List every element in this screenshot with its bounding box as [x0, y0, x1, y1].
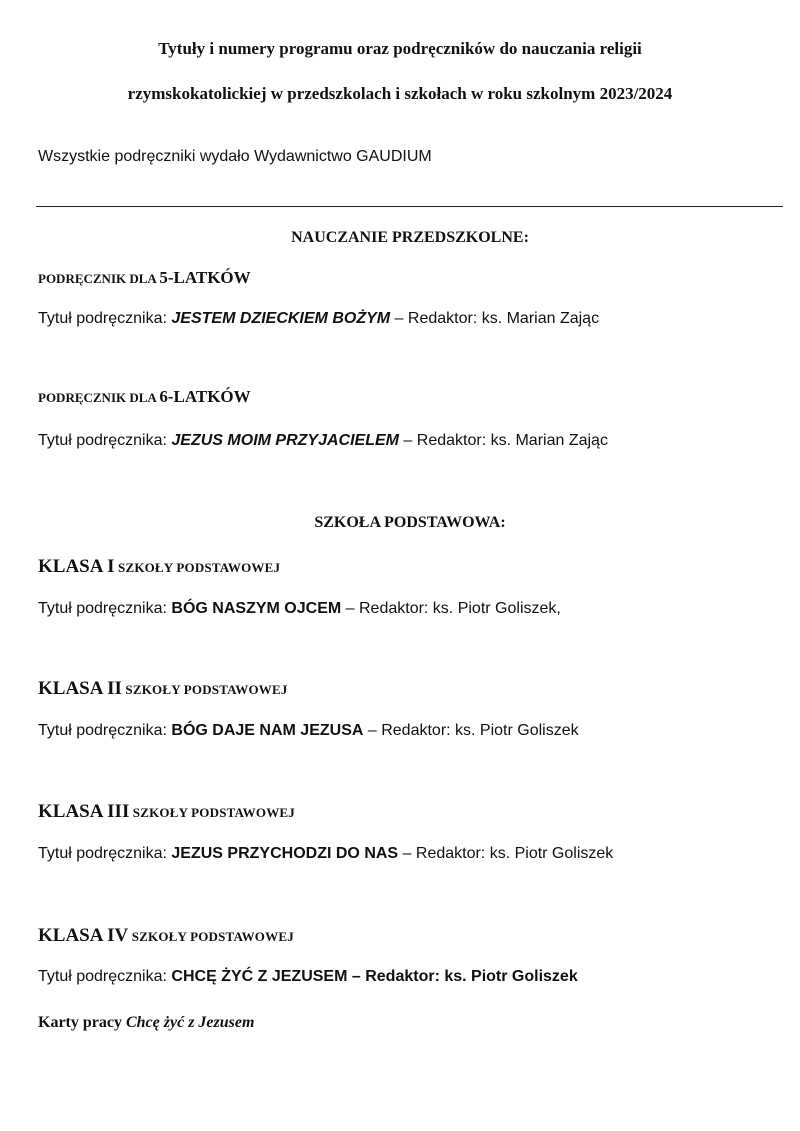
worksheets-title: Chcę żyć z Jezusem	[125, 1014, 255, 1031]
worksheets-line	[38, 1014, 254, 1032]
horizontal-rule	[36, 206, 783, 207]
book-title: JEZUS PRZYCHODZI DO NAS	[171, 845, 399, 862]
class-suffix: SZKOŁY PODSTAWOWEJ	[129, 805, 295, 820]
worksheets-label: Karty pracy	[38, 1014, 126, 1031]
group-heading-6-latkow	[38, 387, 251, 407]
title-label: Tytuł podręcznika:	[38, 968, 172, 985]
book-line-class-1	[38, 600, 561, 618]
title-label: Tytuł podręcznika:	[38, 845, 172, 862]
class-suffix: SZKOŁY PODSTAWOWEJ	[121, 682, 288, 697]
editor-text: – Redaktor: ks. Marian Zając	[390, 310, 600, 327]
class-label: KLASA IV	[38, 925, 129, 946]
class-suffix: SZKOŁY PODSTAWOWEJ	[114, 560, 281, 575]
class-heading-4	[38, 925, 294, 947]
group-label-prefix: PODRĘCZNIK DLA	[38, 390, 160, 405]
class-heading-3	[38, 801, 295, 823]
book-line-5-latkow	[38, 310, 599, 328]
group-heading-5-latkow	[38, 268, 251, 288]
book-line-class-2	[38, 722, 579, 740]
preschool-heading: NAUCZANIE PRZEDSZKOLNE:	[291, 229, 529, 246]
class-label: KLASA III	[38, 801, 130, 822]
document-title-line-1: Tytuły i numery programu oraz podręczników do nauczania religii	[158, 39, 642, 58]
book-title: JEZUS MOIM PRZYJACIELEM	[171, 432, 399, 449]
editor-text: – Redaktor: ks. Piotr Goliszek,	[341, 600, 561, 617]
book-title: JESTEM DZIECKIEM BOŻYM	[171, 310, 391, 327]
book-title: BÓG DAJE NAM JEZUSA	[171, 722, 364, 739]
title-label: Tytuł podręcznika:	[38, 600, 172, 617]
title-label: Tytuł podręcznika:	[38, 310, 172, 327]
group-label-main: 5-LATKÓW	[159, 268, 251, 287]
title-label: Tytuł podręcznika:	[38, 722, 172, 739]
group-label-prefix: PODRĘCZNIK DLA	[38, 271, 160, 286]
book-line-class-3	[38, 845, 613, 863]
publisher-note: Wszystkie podręczniki wydało Wydawnictwo GAUDIUM	[38, 148, 432, 165]
class-heading-2	[38, 678, 288, 700]
editor-text: – Redaktor: ks. Piotr Goliszek	[398, 845, 614, 862]
class-label: KLASA I	[38, 556, 115, 577]
editor-text: – Redaktor: ks. Piotr Goliszek	[363, 722, 579, 739]
class-label: KLASA II	[38, 678, 122, 699]
title-label: Tytuł podręcznika:	[38, 432, 172, 449]
editor-text: – Redaktor: ks. Marian Zając	[398, 432, 608, 449]
class-heading-1	[38, 556, 280, 578]
book-title: BÓG NASZYM OJCEM	[171, 600, 342, 617]
book-line-class-4	[38, 968, 578, 986]
book-line-6-latkow	[38, 432, 608, 450]
document-title-line-2: rzymskokatolickiej w przedszkolach i szkołach w roku szkolnym 2023/2024	[127, 84, 673, 103]
class-suffix: SZKOŁY PODSTAWOWEJ	[128, 929, 294, 944]
book-title: CHCĘ ŻYĆ Z JEZUSEM	[171, 968, 348, 985]
primary-school-heading: SZKOŁA PODSTAWOWA:	[314, 514, 506, 531]
editor-text: – Redaktor: ks. Piotr Goliszek	[347, 968, 578, 985]
group-label-main: 6-LATKÓW	[159, 387, 251, 406]
